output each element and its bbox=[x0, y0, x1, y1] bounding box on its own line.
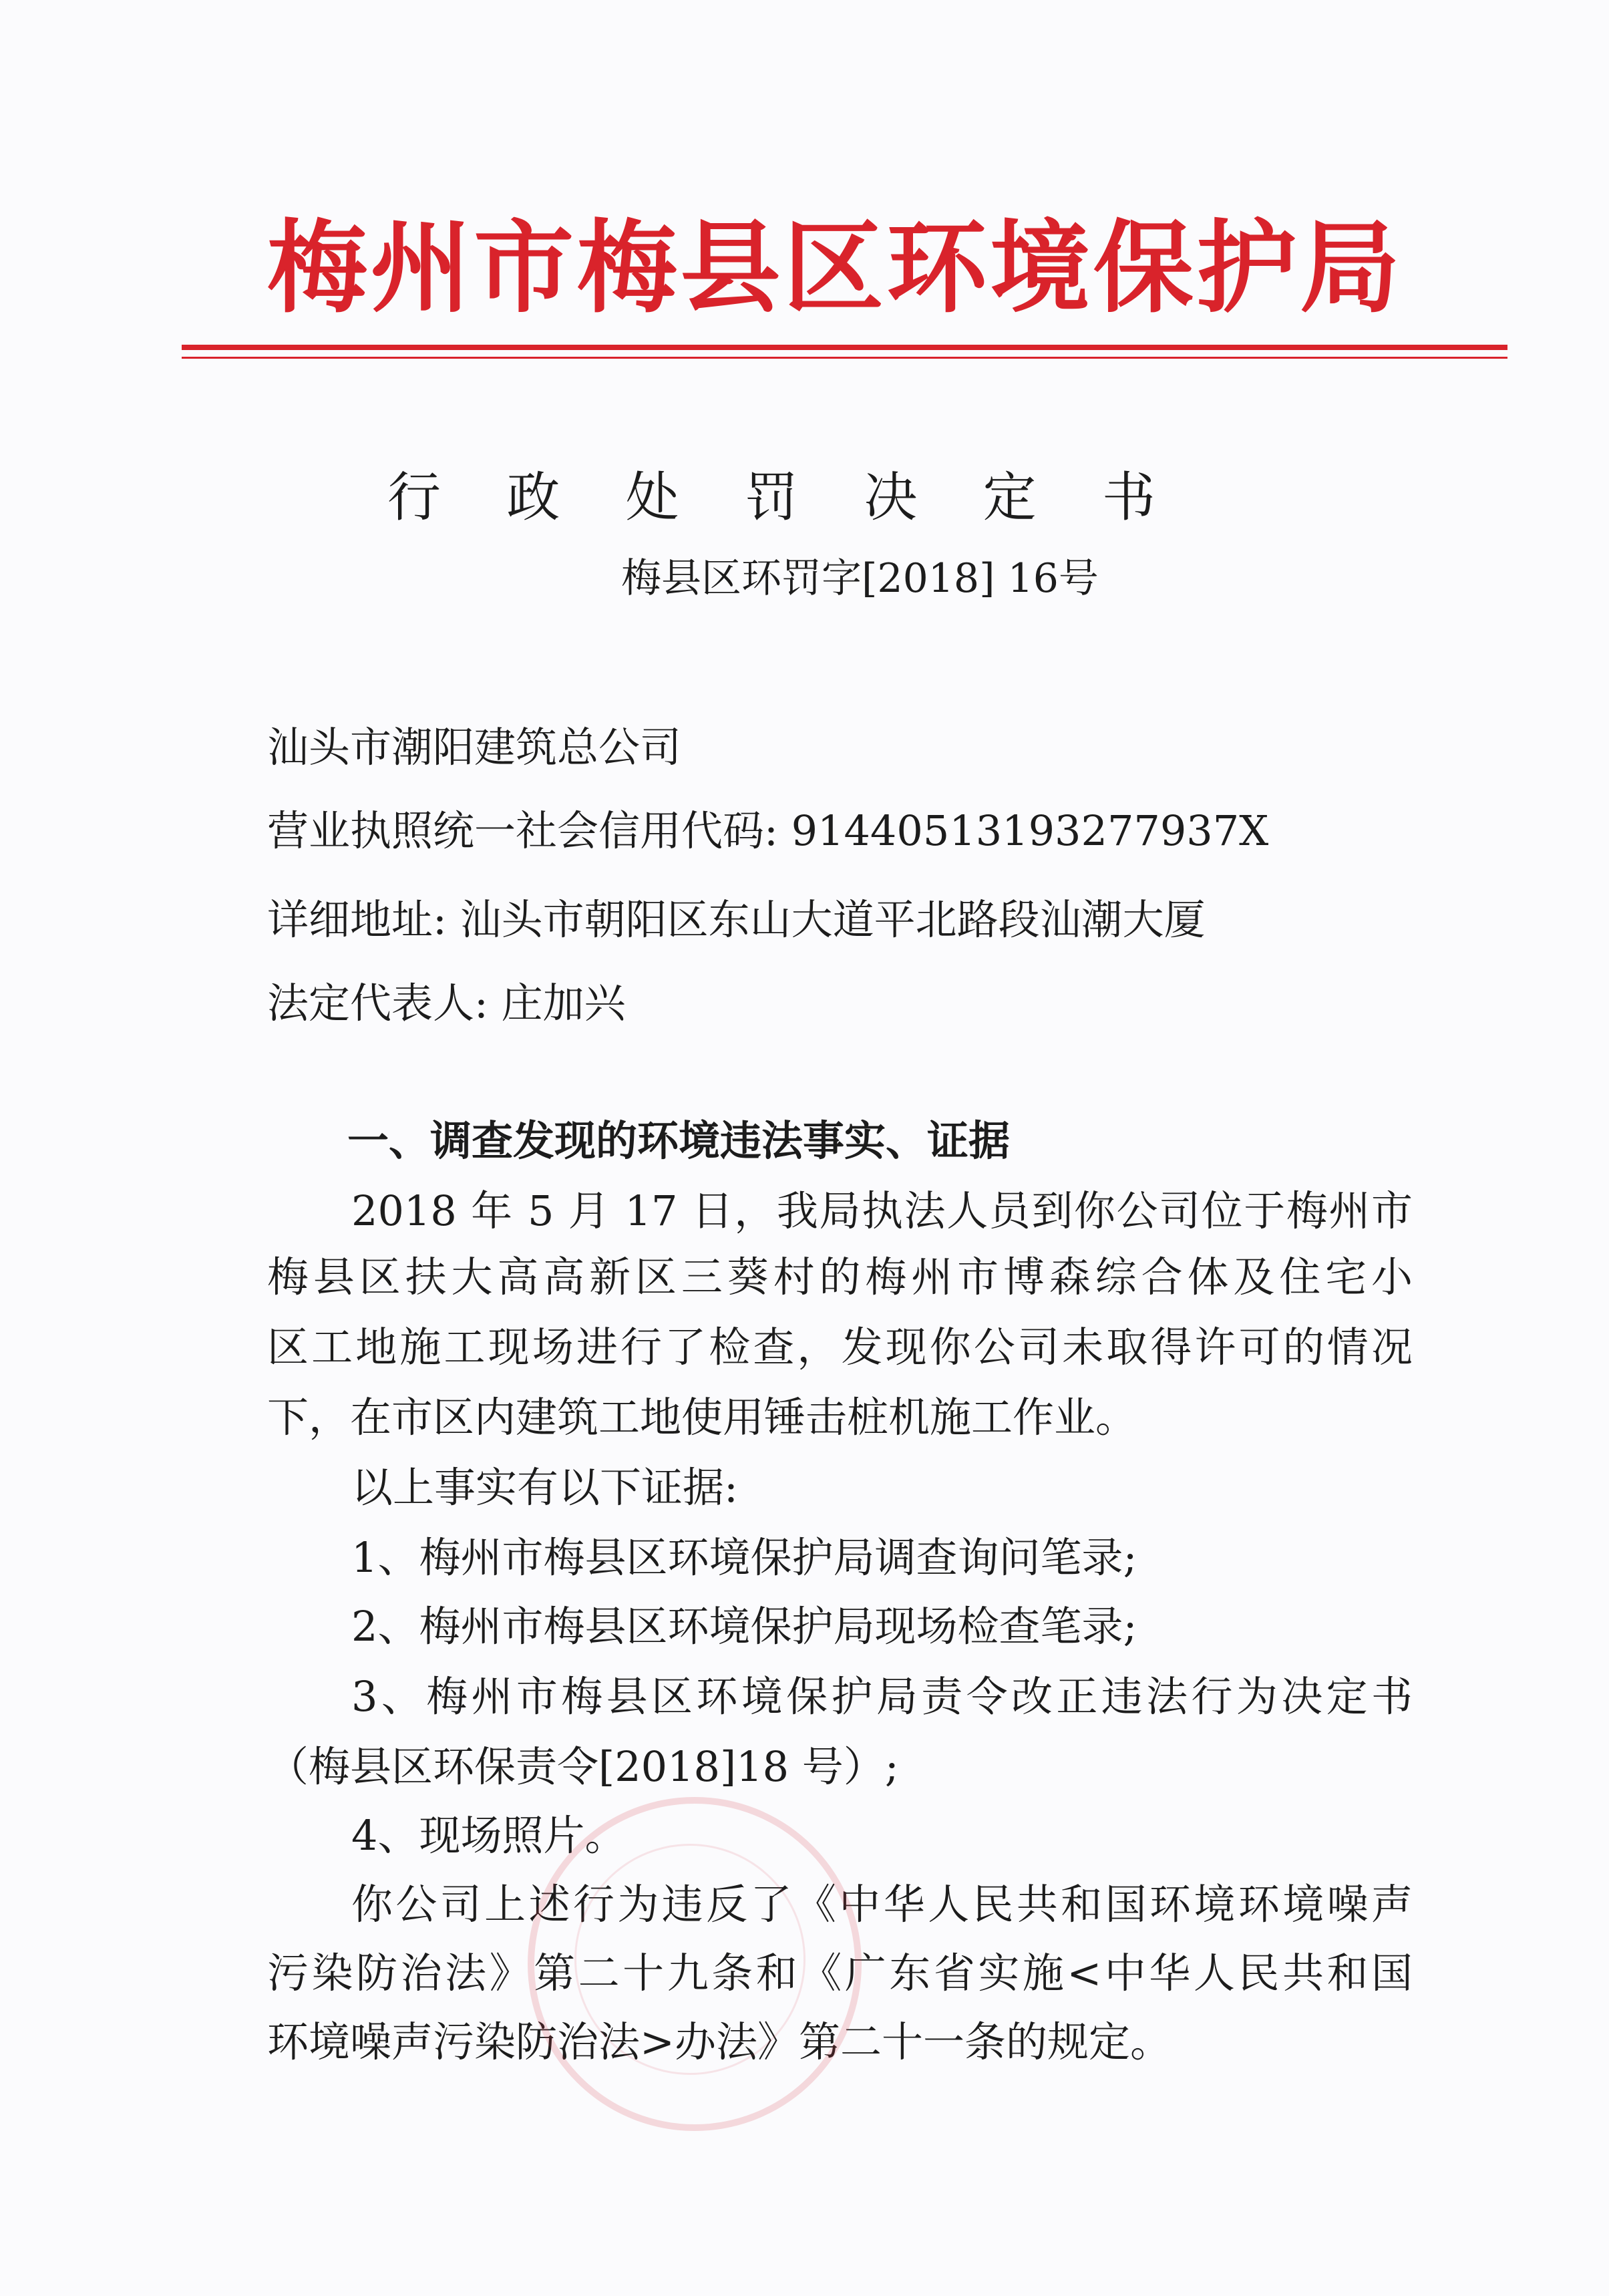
body-line: 环境噪声污染防治法>办法》第二十一条的规定。 bbox=[267, 2017, 1172, 2066]
issuing-authority-title: 梅州市梅县区环境保护局 bbox=[267, 209, 1403, 327]
legal-representative: 法定代表人: 庄加兴 bbox=[267, 979, 626, 1027]
document-number: 梅县区环罚字[2018] 16号 bbox=[621, 555, 1099, 602]
header-divider-thin bbox=[182, 357, 1507, 359]
document-title: 行政处罚决定书 bbox=[387, 466, 1155, 528]
body-line: 以上事实有以下证据: bbox=[351, 1463, 738, 1512]
header-divider-thick bbox=[182, 345, 1507, 350]
evidence-item: 4、现场照片。 bbox=[351, 1811, 627, 1860]
credit-code: 营业执照统一社会信用代码: 91440513193277937X bbox=[267, 806, 1269, 855]
evidence-item: 1、梅州市梅县区环境保护局调查询问笔录; bbox=[351, 1533, 1137, 1582]
address: 详细地址: 汕头市朝阳区东山大道平北路段汕潮大厦 bbox=[267, 895, 1206, 944]
evidence-item-continued: （梅县区环保责令[2018]18 号）; bbox=[267, 1742, 899, 1791]
body-line: 污染防治法》第二十九条和《广东省实施<中华人民共和国 bbox=[267, 1949, 1413, 1997]
evidence-item: 3、梅州市梅县区环境保护局责令改正违法行为决定书 bbox=[351, 1672, 1413, 1721]
body-line: 梅县区扶大高高新区三葵村的梅州市博森综合体及住宅小 bbox=[267, 1253, 1413, 1301]
official-seal-inner-ring bbox=[574, 1844, 806, 2075]
body-line: 区工地施工现场进行了检查，发现你公司未取得许可的情况 bbox=[267, 1323, 1413, 1371]
section-heading: 一、调查发现的环境违法事实、证据 bbox=[347, 1116, 1011, 1165]
body-line: 2018 年 5 月 17 日，我局执法人员到你公司位于梅州市 bbox=[351, 1186, 1413, 1235]
body-line: 下，在市区内建筑工地使用锤击桩机施工作业。 bbox=[267, 1393, 1137, 1442]
company-name: 汕头市潮阳建筑总公司 bbox=[267, 723, 682, 772]
body-line: 你公司上述行为违反了《中华人民共和国环境环境噪声 bbox=[351, 1880, 1413, 1929]
evidence-item: 2、梅州市梅县区环境保护局现场检查笔录; bbox=[351, 1602, 1137, 1651]
